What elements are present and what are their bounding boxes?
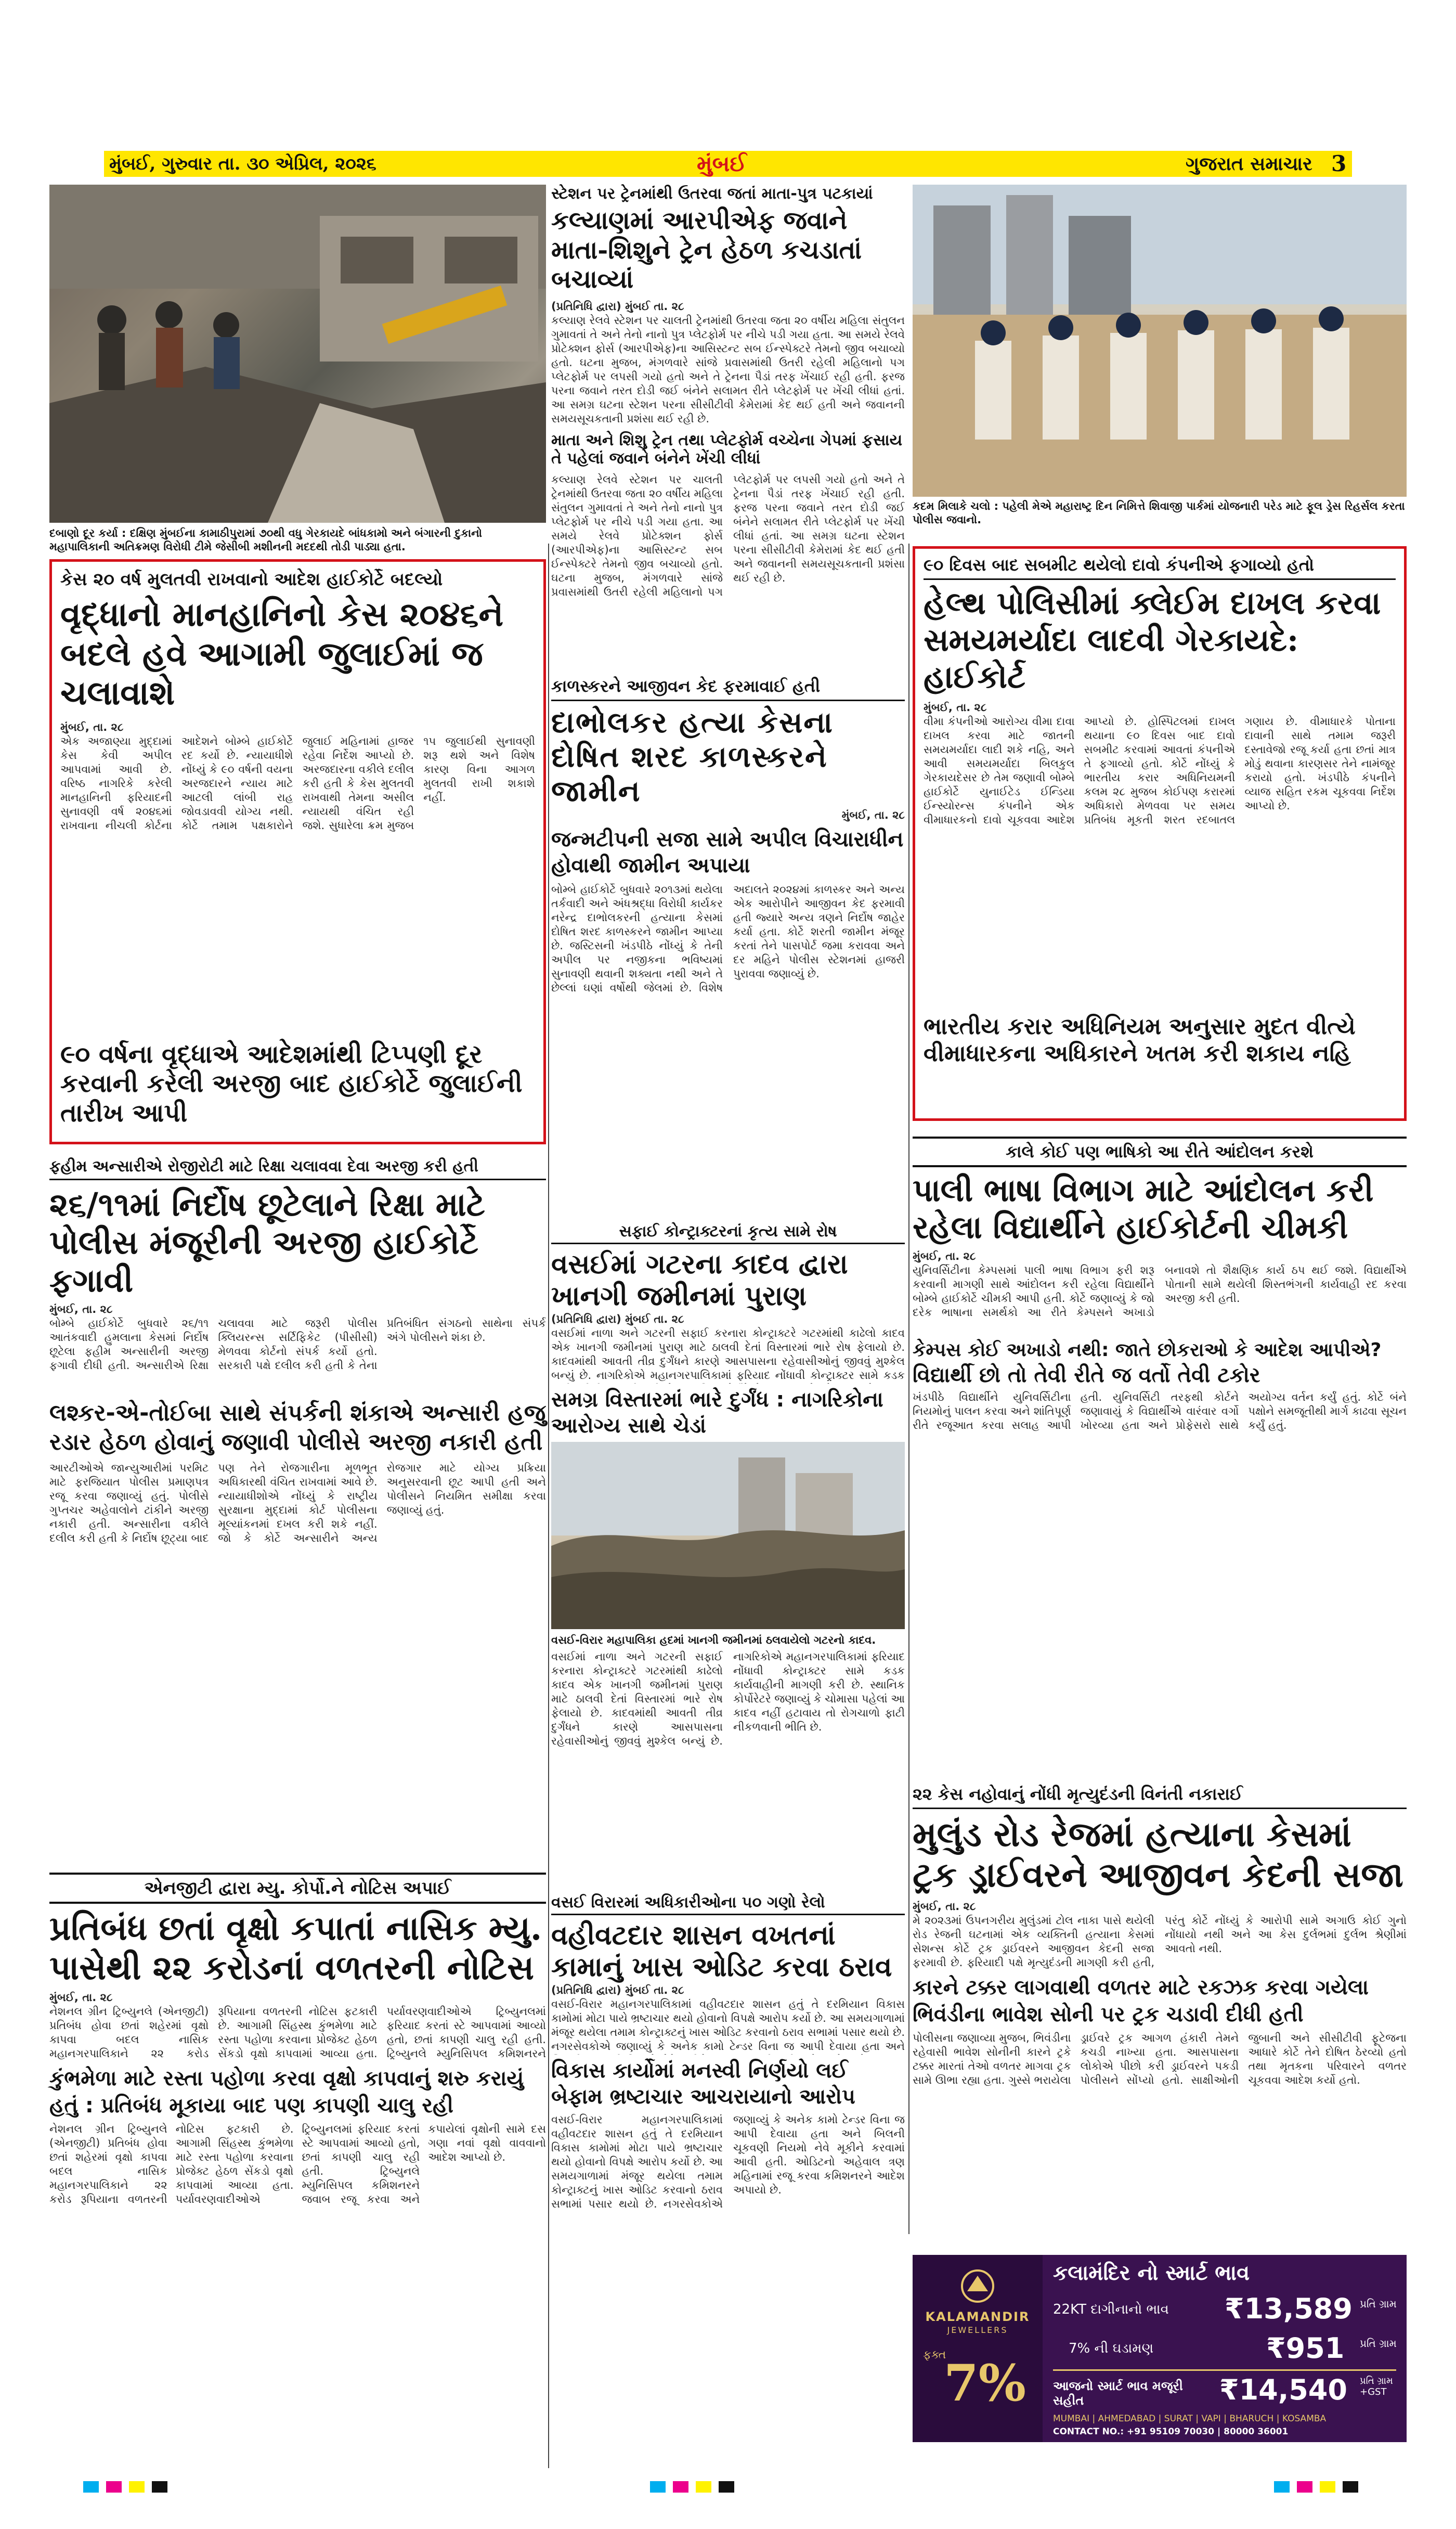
vvmc-body-lead: વસઈ-વિરાર મહાનગરપાલિકામાં વહીવટદાર શાસન હતું તે દરમિયાન વિકાસ કામોમાં મોટા પાયે ભ્રષ્ટાચાર થયો હોવાનો વિપક્ષે આરોપ કર્યો છે. આ સમયગાળામાં મંજૂર થયેલા તમામ કોન્ટ્રાક્ટનું ખાસ ઓડિટ કરવાનો ઠરાવ સભામાં પસાર થયો છે. નગરસેવકોએ જણાવ્યું કે અનેક કામો ટેન્ડર વિના જ આપી દેવાયા હતા અને (551, 1997, 905, 2053)
pali-headline: પાલી ભાષા વિભાગ માટે આંદોલન કરી રહેલા વિદ્યાર્થીને હાઈકોર્ટની ચીમકી (913, 1172, 1374, 1246)
parade-photo-scene (913, 185, 1407, 497)
fahim-dateline: મુંબઈ, તા. ૨૮ (49, 1303, 113, 1316)
ad-row1-unit: પ્રતિ ગ્રામ (1360, 2298, 1397, 2310)
nashik-headline: પ્રતિબંધ છતાં વૃક્ષો કપાતાં નાસિક મ્યુ. પાસેથી ૨૨ કરોડનાં વળતરની નોટિસ (49, 1909, 542, 1988)
station-headline: કલ્યાણમાં આરપીએફ જવાને માતા-શિશુને ટ્રેન હેઠળ કચડાતાં બચાવ્યાં (551, 206, 862, 294)
ad-divider (1053, 2369, 1396, 2371)
ad-row3-price: ₹14,540 (1219, 2373, 1347, 2406)
ad-row2-label: 7% ની ઘડામણ (1069, 2341, 1154, 2356)
station-body-lead: કલ્યાણ રેલવે સ્ટેશન પર ચાલતી ટ્રેનમાંથી ઉતરવા જતા ૨૦ વર્ષીય મહિલા સંતુલન ગુમાવતાં તે અને તેનો નાનો પુત્ર પ્લેટફોર્મ પર નીચે પડી ગયા હતા. આ સમયે રેલવે પ્રોટેક્શન ફોર્સ (આરપીએફ)ના આસિસ્ટન્ટ સબ ઈન્સ્પેક્ટરે તેમનો જીવ બચાવ્યો હતો. ઘટના મુજબ, મંગળવારે સાંજે પ્રવાસમાંથી ઉતરી રહેલી મહિલાનો પગ પ્લેટફોર્મ પર લપસી ગયો હતો અને તે ટ્રેનના પૈડાં તરફ ખેંચાઈ રહી હતી. ફરજ પરના જવાને તરત દોડી જઈ બંનેને સલામત રીતે પ્લેટફોર્મ પર ખેંચી લીધાં હતાં. આ સમગ્ર ઘટના સ્ટેશન પરના સીસીટીવી કેમેરામાં કેદ થઈ હતી અને જવાનની સમયસૂચકતાની પ્રશંસા થઈ રહી છે. (551, 314, 905, 425)
vasai-dateline: (પ્રતિનિધિ દ્વારા) મુંબઈ તા. ૨૮ (551, 1312, 684, 1325)
vasai-story (551, 1222, 905, 1754)
ad-brand: KALAMANDIR (925, 2309, 1030, 2324)
dabholkar-kicker: કાળસ્કરને આજીવન કેદ ફરમાવાઈ હતી (551, 676, 905, 701)
fahim-subhead: લશ્કર-એ-તોઈબા સાથે સંપર્કની શંકાએ અન્સારી હજુ રડાર હેઠળ હોવાનું જણાવી પોલીસે અરજી નકારી હતી (49, 1400, 546, 1456)
vvmc-dateline: (પ્રતિનિધિ દ્વારા) મુંબઈ તા. ૨૮ (551, 1983, 684, 1996)
kalamandir-ad[interactable] (913, 2255, 1407, 2442)
vasai-headline: વસઈમાં ગટરના કાદવ દ્વારા ખાનગી જમીનમાં પુરાણ (551, 1248, 848, 1312)
mulund-dateline: મુંબઈ, તા. ૨૮ (913, 1900, 976, 1913)
fahim-kicker: ફહીમ અન્સારીએ રોજીરોટી માટે રિક્ષા ચલાવવા દેવા અરજી કરી હતી (49, 1157, 546, 1180)
mulund-body: મે ૨૦૨૩માં ઉપનગરીય મુલુંડમાં ટોલ નાકા પાસે થયેલી રોડ રેજની ઘટનામાં એક વ્યક્તિની હત્યાના કેસમાં સેશન્સ કોર્ટે ટ્રક ડ્રાઈવરને આજીવન કેદની સજા ફરમાવી છે. ફરિયાદી પક્ષે મૃત્યુદંડની માગણી કરી હતી, પરંતુ કોર્ટે નોંધ્યું કે આરોપી સામે અગાઉ કોઈ ગુનો નોંધાયો નથી અને આ કેસ દુર્લભમાં દુર્લભ શ્રેણીમાં આવતો નથી. (913, 1914, 1407, 1969)
station-dateline: (પ્રતિનિધિ દ્વારા) મુંબઈ તા. ૨૮ (551, 300, 684, 313)
case90-body: એક અજાણ્યા મુદ્દામાં કેસ કેવી અપીલ આપવામાં આવી છે. વરિષ્ઠ નાગરિકે કરેલી માનહાનિની ફરિયાદની સુનાવણી વર્ષ ૨૦૪૬માં રાખવાના નીચલી કોર્ટના આદેશને બોમ્બે હાઈકોર્ટે રદ કર્યો છે. ન્યાયાધીશે નોંધ્યું કે ૯૦ વર્ષની વયના અરજદારને ન્યાય માટે આટલી લાંબી રાહ જોવડાવવી યોગ્ય નથી. કોર્ટે તમામ પક્ષકારોને જુલાઈ મહિનામાં હાજર રહેવા નિર્દેશ આપ્યો છે. અરજદારના વકીલે દલીલ કરી હતી કે કેસ મુલતવી રાખવાથી તેમના અસીલ ન્યાયથી વંચિત રહી જશે. સુધારેલા ક્રમ મુજબ ૧૫ જુલાઈથી સુનાવણી શરૂ થશે અને વિશેષ કારણ વિના આગળ મુલતવી રાખી શકાશે નહીં. (60, 734, 535, 832)
pali-kicker: કાલે કોઈ પણ ભાષિકો આ રીતે આંદોલન કરશે (913, 1137, 1407, 1167)
ad-contact: CONTACT NO.: +91 95109 70030 | 80000 36001 (1053, 2427, 1289, 2437)
dabholkar-dateline: મુંબઈ, તા. ૨૮ (841, 809, 905, 822)
print-color-strip-center (650, 2481, 734, 2493)
fahim-story (49, 1157, 546, 1721)
pali-body: યુનિવર્સિટીના કેમ્પસમાં પાલી ભાષા વિભાગ ફરી શરૂ કરવાની માગણી સાથે આંદોલન કરી રહેલા વિદ્યાર્થીને બોમ્બે હાઈકોર્ટે ચીમકી આપી હતી. કોર્ટે જણાવ્યું કે જો દરેક ભાષાના સમર્થકો આ રીતે કેમ્પસને અખાડો બનાવશે તો શૈક્ષણિક કાર્ય ઠપ થઈ જશે. વિદ્યાર્થીએ પોતાની સામે થયેલી શિસ્તભંગની કાર્યવાહી રદ કરવા અરજી કરી હતી. (913, 1263, 1407, 1319)
section-title: મુંબઈ (697, 151, 747, 176)
insurance-dateline: મુંબઈ, તા. ૨૮ (924, 701, 987, 714)
ad-badge: 7% (944, 2354, 1026, 2412)
insurance-kicker: ૯૦ દિવસ બાદ સબમીટ થયેલો દાવો કંપનીએ ફગાવ્યો હતો (924, 555, 1396, 580)
dabholkar-story (551, 676, 905, 1200)
ad-row1-price: ₹13,589 (1225, 2292, 1353, 2325)
ad-row3-unit: પ્રતિ ગ્રામ +GST (1360, 2376, 1393, 2397)
pali-subhead-2: વિદ્યાર્થી છો તો તેવી રીતે જ વર્તો તેવી ટકોર (913, 1363, 1260, 1387)
page-number: 3 (1331, 151, 1347, 176)
column-rule-1 (548, 544, 549, 2468)
case90-dateline: મુંબઈ, તા. ૨૮ (60, 720, 124, 733)
nashik-subhead: કુંભમેળા માટે રસ્તા પહોળા કરવા વૃક્ષો કાપવાનું શરુ કરાયું હતું : પ્રતિબંધ મૂકાયા બાદ પણ કાપણી ચાલુ રહી (49, 2067, 524, 2118)
vasai-subhead: સમગ્ર વિસ્તારમાં ભારે દુર્ગંધ : નાગરિકોના આરોગ્ય સાથે ચેડાં (551, 1387, 883, 1438)
demolition-photo-scene (49, 185, 546, 523)
demolition-caption: દબાણો દૂર કર્યા : દક્ષિણ મુંબઈના કામાઠીપુરામાં ૭૦થી વધુ ગેરકાયદે બાંધકામો અને બંગારની દુકાનો મહાપાલિકાની અતિક્રમણ વિરોધી ટીમે જેસીબી મશીનની મદદથી તોડી પાડ્યા હતા. (49, 527, 483, 553)
insurance-box (913, 546, 1407, 1121)
insurance-body: વીમા કંપનીઓ આરોગ્ય વીમા દાવા દાખલ કરવા માટે જાતની સમયમર્યાદા લાદી શકે નહિ, અને આવી સમયમર્યાદા બિલકુલ ગેરકાયદેસર છે તેમ જણાવી બોમ્બે હાઈકોર્ટે યુનાઈટેડ ઈન્ડિયા ઈન્સ્યોરન્સ કંપનીને એક વીમાધારકનો દાવો ચૂકવવા આદેશ આપ્યો છે. હોસ્પિટલમાં દાખલ થયાના ૯૦ દિવસ બાદ દાવો સબમીટ કરવામાં આવતાં કંપનીએ તે ફગાવ્યો હતો. કોર્ટે નોંધ્યું કે ભારતીય કરાર અધિનિયમની કલમ ૨૮ મુજબ કોઈપણ કરારમાં અધિકારો મેળવવા પર સમય પ્રતિબંધ મૂકતી શરત રદબાતલ ગણાય છે. વીમાધારકે પોતાના દાવાની સાથે તમામ જરૂરી દસ્તાવેજો રજૂ કર્યા હતા છતાં માત્ર મોડું થવાના કારણસર તેને નામંજૂર કરાયો હતો. ખંડપીઠે કંપનીને વ્યાજ સહિત રકમ ચૂકવવા નિર્દેશ આપ્યો છે. (924, 715, 1396, 827)
nashik-body: નેશનલ ગ્રીન ટ્રિબ્યુનલે (એનજીટી) પ્રતિબંધ હોવા છતાં શહેરમાં વૃક્ષો કાપવા બદલ નાસિક મહાનગરપાલિકાને ૨૨ કરોડ રૂપિયાના વળતરની નોટિસ ફટકારી છે. આગામી સિંહસ્થ કુંભમેળા માટે રસ્તા પહોળા કરવાના પ્રોજેક્ટ હેઠળ સેંકડો વૃક્ષો કાપવામાં આવ્યા હતા. પર્યાવરણવાદીઓએ ટ્રિબ્યુનલમાં ફરિયાદ કરતાં સ્ટે આપવામાં આવ્યો હતો, છતાં કાપણી ચાલુ રહી હતી. ટ્રિબ્યુનલે મ્યુનિસિપલ કમિશનરને જવાબ રજૂ કરવા અને કપાયેલાં વૃક્ષોની સામે દસ ગણા નવાં વૃક્ષો વાવવાનો આદેશ આપ્યો છે. (49, 2123, 546, 2206)
dabholkar-headline: દાભોલકર હત્યા કેસના દોષિત શરદ કાળસ્કરને જામીન (551, 705, 834, 809)
vasai-photo-scene (551, 1442, 905, 1629)
parade-caption: કદમ મિલાકે ચલો : પહેલી મેએ મહારાષ્ટ્ર દિન નિમિત્તે શિવાજી પાર્કમાં યોજનારી પરેડ માટે ફૂલ ડ્રેસ રિહર્સલ કરતા પોલીસ જવાનો. (913, 500, 1405, 526)
vasai-kicker: સફાઈ કોન્ટ્રાક્ટરનાં કૃત્ય સામે રોષ (551, 1222, 905, 1244)
nashik-dateline: મુંબઈ, તા. ૨૮ (49, 1991, 113, 2004)
masthead-bar (104, 151, 1352, 177)
ad-row2-unit: પ્રતિ ગ્રામ (1360, 2337, 1397, 2350)
vasai-caption: વસઈ-વિરાર મહાપાલિકા હદમાં ખાનગી જમીનમાં ઠલવાયેલો ગટરનો કાદવ. (551, 1633, 876, 1646)
pali-story (913, 1137, 1407, 1531)
pali-body-2: ખંડપીઠે વિદ્યાર્થીને યુનિવર્સિટીના નિયમોનું પાલન કરવા અને શાંતિપૂર્ણ રીતે રજૂઆત કરવા સલાહ આપી હતી. યુનિવર્સિટી તરફથી કોર્ટને જણાવાયું કે વિદ્યાર્થીએ વારંવાર વર્ગો ખોરવ્યા હતા અને પ્રોફેસરો સાથે અયોગ્ય વર્તન કર્યું હતું. કોર્ટે બંને પક્ષોને સમજૂતીથી માર્ગ કાઢવા સૂચન કર્યું હતું. (913, 1390, 1407, 1431)
paper-name: ગુજરાત સમાચાર (1186, 153, 1312, 175)
insurance-headline: હેલ્થ પોલિસીમાં ક્લેઈમ દાખલ કરવા સમયમર્યાદા લાદવી ગેરકાયદે: હાઈકોર્ટ (924, 585, 1381, 695)
vasai-body-lead: વસઈમાં નાળા અને ગટરની સફાઈ કરનારા કોન્ટ્રાક્ટરે ગટરમાંથી કાઢેલો કાદવ એક ખાનગી જમીનમાં પુરાણ માટે ઠાલવી દેતાં વિસ્તારમાં ભારે રોષ ફેલાયો છે. કાદવમાંથી આવતી તીવ્ર દુર્ગંધને કારણે આસપાસના રહેવાસીઓનું જીવવું મુશ્કેલ બન્યું છે. નાગરિકોએ મહાનગરપાલિકામાં ફરિયાદ નોંધાવી કોન્ટ્રાક્ટર સામે કડક (551, 1326, 905, 1382)
column-rule-2 (908, 544, 909, 2234)
ad-badge-top: ફક્ત (923, 2349, 946, 2362)
nashik-story (49, 1873, 546, 2424)
nashik-body-lead: નેશનલ ગ્રીન ટ્રિબ્યુનલે (એનજીટી) પ્રતિબંધ હોવા છતાં શહેરમાં વૃક્ષો કાપવા બદલ નાસિક મહાનગરપાલિકાને ૨૨ કરોડ રૂપિયાના વળતરની નોટિસ ફટકારી છે. આગામી સિંહસ્થ કુંભમેળા માટે રસ્તા પહોળા કરવાના પ્રોજેક્ટ હેઠળ સેંકડો વૃક્ષો કાપવામાં આવ્યા હતા. પર્યાવરણવાદીઓએ ટ્રિબ્યુનલમાં ફરિયાદ કરતાં સ્ટે આપવામાં આવ્યો હતો, છતાં કાપણી ચાલુ રહી હતી. ટ્રિબ્યુનલે મ્યુનિસિપલ કમિશનરને (49, 2005, 546, 2060)
vasai-photo (551, 1442, 905, 1629)
dabholkar-subhead: જન્મટીપની સજા સામે અપીલ વિચારાધીન હોવાથી જામીન અપાયા (551, 828, 904, 878)
vasai-body: વસઈમાં નાળા અને ગટરની સફાઈ કરનારા કોન્ટ્રાક્ટરે ગટરમાંથી કાઢેલો કાદવ એક ખાનગી જમીનમાં પુરાણ માટે ઠાલવી દેતાં વિસ્તારમાં ભારે રોષ ફેલાયો છે. કાદવમાંથી આવતી તીવ્ર દુર્ગંધને કારણે આસપાસના રહેવાસીઓનું જીવવું મુશ્કેલ બન્યું છે. નાગરિકોએ મહાનગરપાલિકામાં ફરિયાદ નોંધાવી કોન્ટ્રાક્ટર સામે કડક કાર્યવાહીની માગણી કરી છે. સ્થાનિક કોર્પોરેટરે જણાવ્યું કે ચોમાસા પહેલાં આ કાદવ નહીં હટાવાય તો રોગચાળો ફાટી નીકળવાની ભીતિ છે. (551, 1650, 905, 1747)
print-color-strip-left (83, 2481, 167, 2493)
ad-row2-price: ₹951 (1266, 2332, 1345, 2365)
case90-headline: વૃદ્ધાનો માનહાનિનો કેસ ૨૦૪૬ને બદલે હવે આગામી જુલાઈમાં જ ચલાવાશે (60, 595, 504, 713)
mulund-subhead: કારને ટક્કર લાગવાથી વળતર માટે રકઝક કરવા ગયેલા ભિવંડીના ભાવેશ સોની પર ટ્રક ચડાવી દીધી હતી (913, 1975, 1369, 2027)
pali-subhead: કેમ્પસ કોઈ અખાડો નથી: જાતે છોકરાઓ કે આદેશ આપીએ? (913, 1339, 1382, 1361)
insurance-pullquote: ભારતીય કરાર અધિનિયમ અનુસાર મુદત વીત્યે વીમાધારકના અધિકારને ખતમ કરી શકાય નહિ (924, 1013, 1356, 1067)
ad-cities: MUMBAI | AHMEDABAD | SURAT | VAPI | BHARUCH | KOSAMBA (1053, 2414, 1327, 2424)
mulund-body-2: પોલીસના જણાવ્યા મુજબ, ભિવંડીના રહેવાસી ભાવેશ સોનીની કારને ટ્રકે ટક્કર મારતાં તેઓ વળતર માગવા ટ્રક સામે ઊભા રહ્યા હતા. ગુસ્સે ભરાયેલા ડ્રાઈવરે ટ્રક આગળ હંકારી તેમને કચડી નાખ્યા હતા. આસપાસના લોકોએ પીછો કરી ડ્રાઈવરને પકડી પોલીસને સોંપ્યો હતો. સાક્ષીઓની જુબાની અને સીસીટીવી ફૂટેજના આધારે કોર્ટે તેને દોષિત ઠેરવ્યો હતો તથા મૃતકના પરિવારને વળતર ચૂકવવા આદેશ કર્યો હતો. (913, 2031, 1407, 2086)
demolition-photo (49, 185, 546, 523)
vvmc-subhead: વિકાસ કાર્યોમાં મનસ્વી નિર્ણયો લઈ બેફામ ભ્રષ્ટાચાર આચરાયાનો આરોપ (551, 2058, 855, 2109)
mulund-story (913, 1784, 1407, 2187)
ad-brand-sub: JEWELLERS (947, 2325, 1008, 2335)
fahim-body-2: આરટીઓએ જાન્યુઆરીમાં પરમિટ માટે ફરજિયાત પોલીસ પ્રમાણપત્ર રજૂ કરવા જણાવ્યું હતું. પોલીસે ગુપ્તચર અહેવાલોને ટાંકીને અરજી નકારી હતી. અન્સારીના વકીલે દલીલ કરી હતી કે નિર્દોષ છૂટ્યા બાદ પણ તેને રોજગારીના મૂળભૂત અધિકારથી વંચિત રાખવામાં આવે છે. ન્યાયાધીશોએ નોંધ્યું કે રાષ્ટ્રીય સુરક્ષાના મુદ્દામાં કોર્ટ પોલીસના મૂલ્યાંકનમાં દખલ કરી શકે નહીં. જો કે કોર્ટે અન્સારીને અન્ય રોજગાર માટે યોગ્ય પ્રક્રિયા અનુસરવાની છૂટ આપી હતી અને પોલીસને નિયમિત સમીક્ષા કરવા જણાવ્યું હતું. (49, 1462, 546, 1545)
pali-dateline: મુંબઈ, તા. ૨૮ (913, 1249, 976, 1262)
ad-brand-panel (913, 2255, 1043, 2442)
vvmc-story (551, 1893, 905, 2383)
station-subhead: માતા અને શિશુ ટ્રેન તથા પ્લેટફોર્મ વચ્ચેના ગેપમાં ફસાય તે પહેલાં જવાને બંનેને ખેંચી લીધાં (551, 431, 903, 468)
station-story (551, 185, 905, 629)
station-body: કલ્યાણ રેલવે સ્ટેશન પર ચાલતી ટ્રેનમાંથી ઉતરવા જતા ૨૦ વર્ષીય મહિલા સંતુલન ગુમાવતાં તે અને તેનો નાનો પુત્ર પ્લેટફોર્મ પર નીચે પડી ગયા હતા. આ સમયે રેલવે પ્રોટેક્શન ફોર્સ (આરપીએફ)ના આસિસ્ટન્ટ સબ ઈન્સ્પેક્ટરે તેમનો જીવ બચાવ્યો હતો. ઘટના મુજબ, મંગળવારે સાંજે પ્રવાસમાંથી ઉતરી રહેલી મહિલાનો પગ પ્લેટફોર્મ પર લપસી ગયો હતો અને તે ટ્રેનના પૈડાં તરફ ખેંચાઈ રહી હતી. ફરજ પરના જવાને તરત દોડી જઈ બંનેને સલામત રીતે પ્લેટફોર્મ પર ખેંચી લીધાં હતાં. આ સમગ્ર ઘટના સ્ટેશન પરના સીસીટીવી કેમેરામાં કેદ થઈ હતી અને જવાનની સમયસૂચકતાની પ્રશંસા થઈ રહી છે. (551, 473, 905, 598)
ad-row3-label: આજનો સ્માર્ટ ભાવ મજૂરી સહીત (1053, 2379, 1183, 2408)
ad-row1-label: 22KT દાગીનાનો ભાવ (1053, 2302, 1169, 2317)
fahim-headline: ૨૬/૧૧માં નિર્દોષ છૂટેલાને રિક્ષા માટે પોલીસ મંજૂરીની અરજી હાઈકોર્ટે ફગાવી (49, 1185, 485, 1300)
fahim-body: બોમ્બે હાઈકોર્ટે બુધવારે ૨૬/૧૧ આતંકવાદી હુમલાના કેસમાં નિર્દોષ છૂટેલા ફહીમ અન્સારીની અરજી ફગાવી દીધી હતી. અન્સારીએ રિક્ષા ચલાવવા માટે જરૂરી પોલીસ ક્લિયરન્સ સર્ટિફિકેટ (પીસીસી) મેળવવા કોર્ટનો સંપર્ક કર્યો હતો. સરકારી પક્ષે દલીલ કરી હતી કે તેના પ્રતિબંધિત સંગઠનો સાથેના સંપર્ક અંગે પોલીસને શંકા છે. (49, 1317, 546, 1372)
vvmc-headline: વહીવટદાર શાસન વખતનાં કામાનું ખાસ ઓડિટ કરવા ઠરાવ (551, 1919, 892, 1983)
print-color-strip-right (1274, 2481, 1358, 2493)
station-kicker: સ્ટેશન પર ટ્રેનમાંથી ઉતરવા જતાં માતા-પુત્ર પટકાયાં (551, 185, 873, 203)
case90-kicker: કેસ ૨૦ વર્ષ મુલતવી રાખવાનો આદેશ હાઈકોર્ટે બદલ્યો (60, 569, 443, 590)
ad-title: કલામંદિર નો સ્માર્ટ ભાવ (1053, 2261, 1250, 2285)
dateline: મુંબઈ, ગુરુવાર તા. ૩૦ એપ્રિલ, ૨૦૨૬ (109, 153, 376, 174)
vvmc-body: વસઈ-વિરાર મહાનગરપાલિકામાં વહીવટદાર શાસન હતું તે દરમિયાન વિકાસ કામોમાં મોટા પાયે ભ્રષ્ટાચાર થયો હોવાનો વિપક્ષે આરોપ કર્યો છે. આ સમયગાળામાં મંજૂર થયેલા તમામ કોન્ટ્રાક્ટનું ખાસ ઓડિટ કરવાનો ઠરાવ સભામાં પસાર થયો છે. નગરસેવકોએ જણાવ્યું કે અનેક કામો ટેન્ડર વિના જ આપી દેવાયા હતા અને બિલની ચૂકવણી નિયમો નેવે મૂકીને કરવામાં આવી હતી. ઓડિટનો અહેવાલ ત્રણ મહિનામાં રજૂ કરવા કમિશનરને આદેશ અપાયો છે. (551, 2113, 905, 2210)
case90-pullquote: ૯૦ વર્ષના વૃદ્ધાએ આદેશમાંથી ટિપ્પણી દૂર કરવાની કરેલી અરજી બાદ હાઈકોર્ટે જુલાઈની તારીખ આપી (60, 1039, 523, 1128)
case90-box (49, 559, 546, 1144)
nashik-kicker: એનજીટી દ્વારા મ્યુ. કોર્પો.ને નોટિસ અપાઈ (49, 1873, 546, 1904)
dabholkar-body: બોમ્બે હાઈકોર્ટે બુધવારે ૨૦૧૩માં થયેલા તર્કવાદી અને અંધશ્રદ્ધા વિરોધી કાર્યકર નરેન્દ્ર દાભોલકરની હત્યાના કેસમાં દોષિત શરદ કાળસ્કરને જામીન આપ્યા છે. જસ્ટિસની ખંડપીઠે નોંધ્યું કે તેની અપીલ પર નજીકના ભવિષ્યમાં સુનાવણી થવાની શક્યતા નથી અને તે છેલ્લાં ઘણાં વર્ષોથી જેલમાં છે. વિશેષ અદાલતે ૨૦૨૪માં કાળસ્કર અને અન્ય એક આરોપીને આજીવન કેદ ફરમાવી હતી જ્યારે અન્ય ત્રણને નિર્દોષ જાહેર કર્યા હતા. કોર્ટે શરતી જામીન મંજૂર કરતાં તેને પાસપોર્ટ જમા કરાવવા અને દર મહિને પોલીસ સ્ટેશનમાં હાજરી પુરાવવા જણાવ્યું છે. (551, 883, 905, 995)
vvmc-kicker: વસઈ વિરારમાં અધિકારીઓના ૫૦ ગણો રેલો (551, 1893, 905, 1915)
mulund-kicker: ૨૨ કેસ નહોવાનું નોંધી મૃત્યુદંડની વિનંતી નકારાઈ (913, 1784, 1407, 1809)
parade-photo (913, 185, 1407, 497)
mulund-headline: મુલુંડ રોડ રેજમાં હત્યાના કેસમાં ટ્રક ડ્રાઈવરને આજીવન કેદની સજા (913, 1814, 1403, 1895)
